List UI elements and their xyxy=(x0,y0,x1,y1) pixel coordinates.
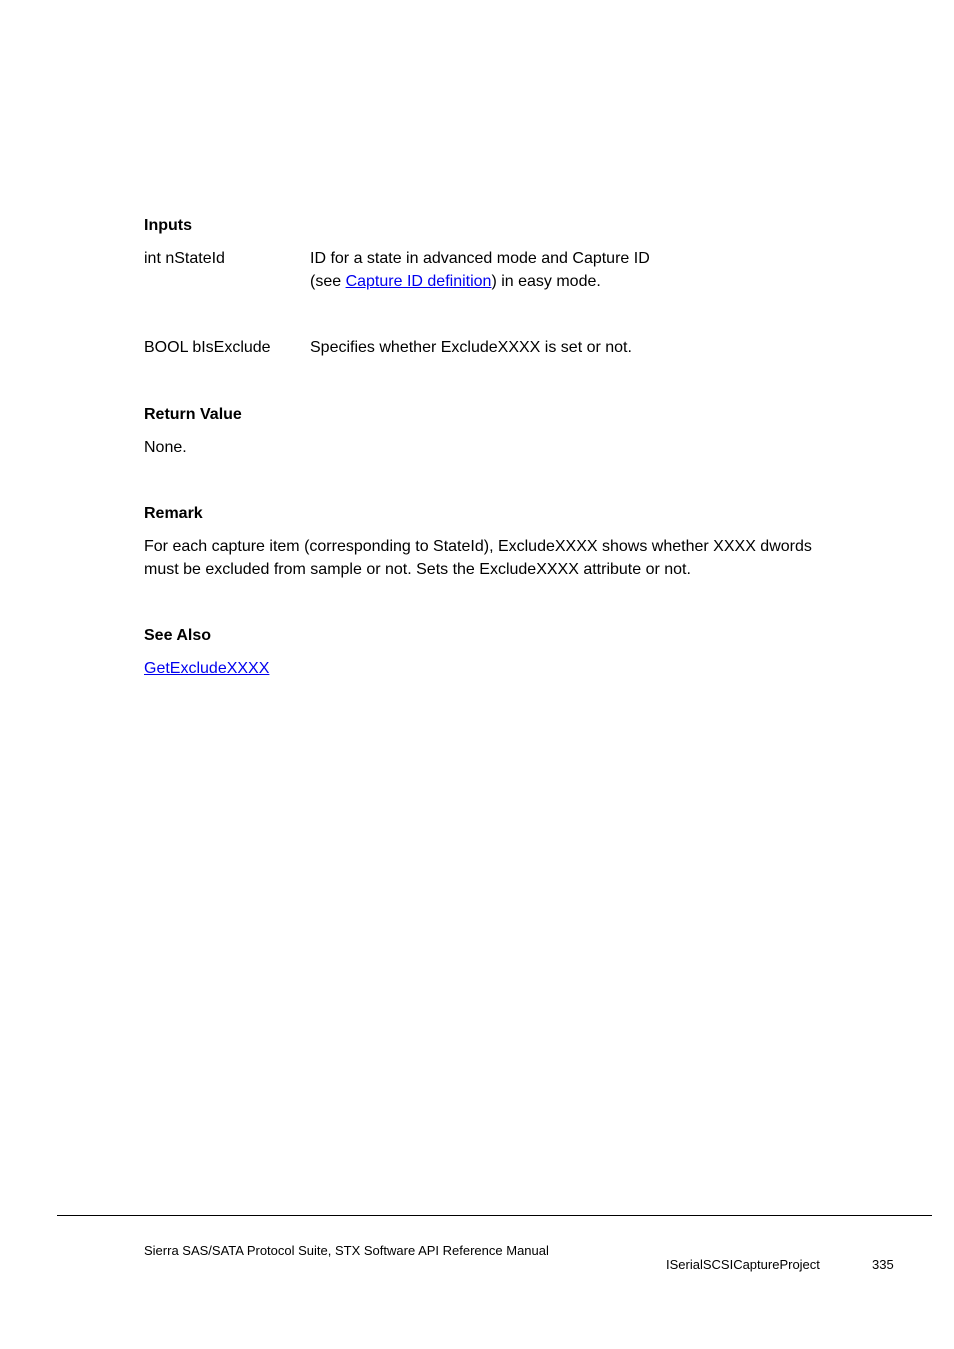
return-value-heading: Return Value xyxy=(144,406,242,423)
footer-section-name: ISerialSCSICaptureProject xyxy=(666,1257,820,1272)
remark-text-line2: must be excluded from sample or not. Sets the ExcludeXXXX attribute or not. xyxy=(144,561,691,578)
param-desc-nstateid-line1: ID for a state in advanced mode and Capture ID xyxy=(310,250,650,267)
get-exclude-xxxx-link[interactable]: GetExcludeXXXX xyxy=(144,660,270,677)
param-desc-nstateid-line2 xyxy=(310,273,601,291)
remark-text-line1: For each capture item (corresponding to StateId), ExcludeXXXX shows whether XXXX dwords xyxy=(144,538,812,555)
param-desc-bisexclude: Specifies whether ExcludeXXXX is set or not. xyxy=(310,339,632,356)
remark-heading: Remark xyxy=(144,505,203,522)
return-value-text: None. xyxy=(144,439,187,456)
see-also-heading: See Also xyxy=(144,627,211,644)
inputs-heading: Inputs xyxy=(144,217,192,234)
param-desc-suffix: ) in easy mode. xyxy=(491,273,601,290)
footer-manual-title: Sierra SAS/SATA Protocol Suite, STX Software API Reference Manual xyxy=(144,1243,549,1258)
footer-divider xyxy=(57,1215,932,1216)
param-name-bisexclude: BOOL bIsExclude xyxy=(144,339,271,356)
param-desc-prefix: (see xyxy=(310,273,346,290)
capture-id-definition-link[interactable]: Capture ID definition xyxy=(345,273,492,290)
footer-page-number: 335 xyxy=(872,1257,894,1272)
param-name-nstateid: int nStateId xyxy=(144,250,225,267)
